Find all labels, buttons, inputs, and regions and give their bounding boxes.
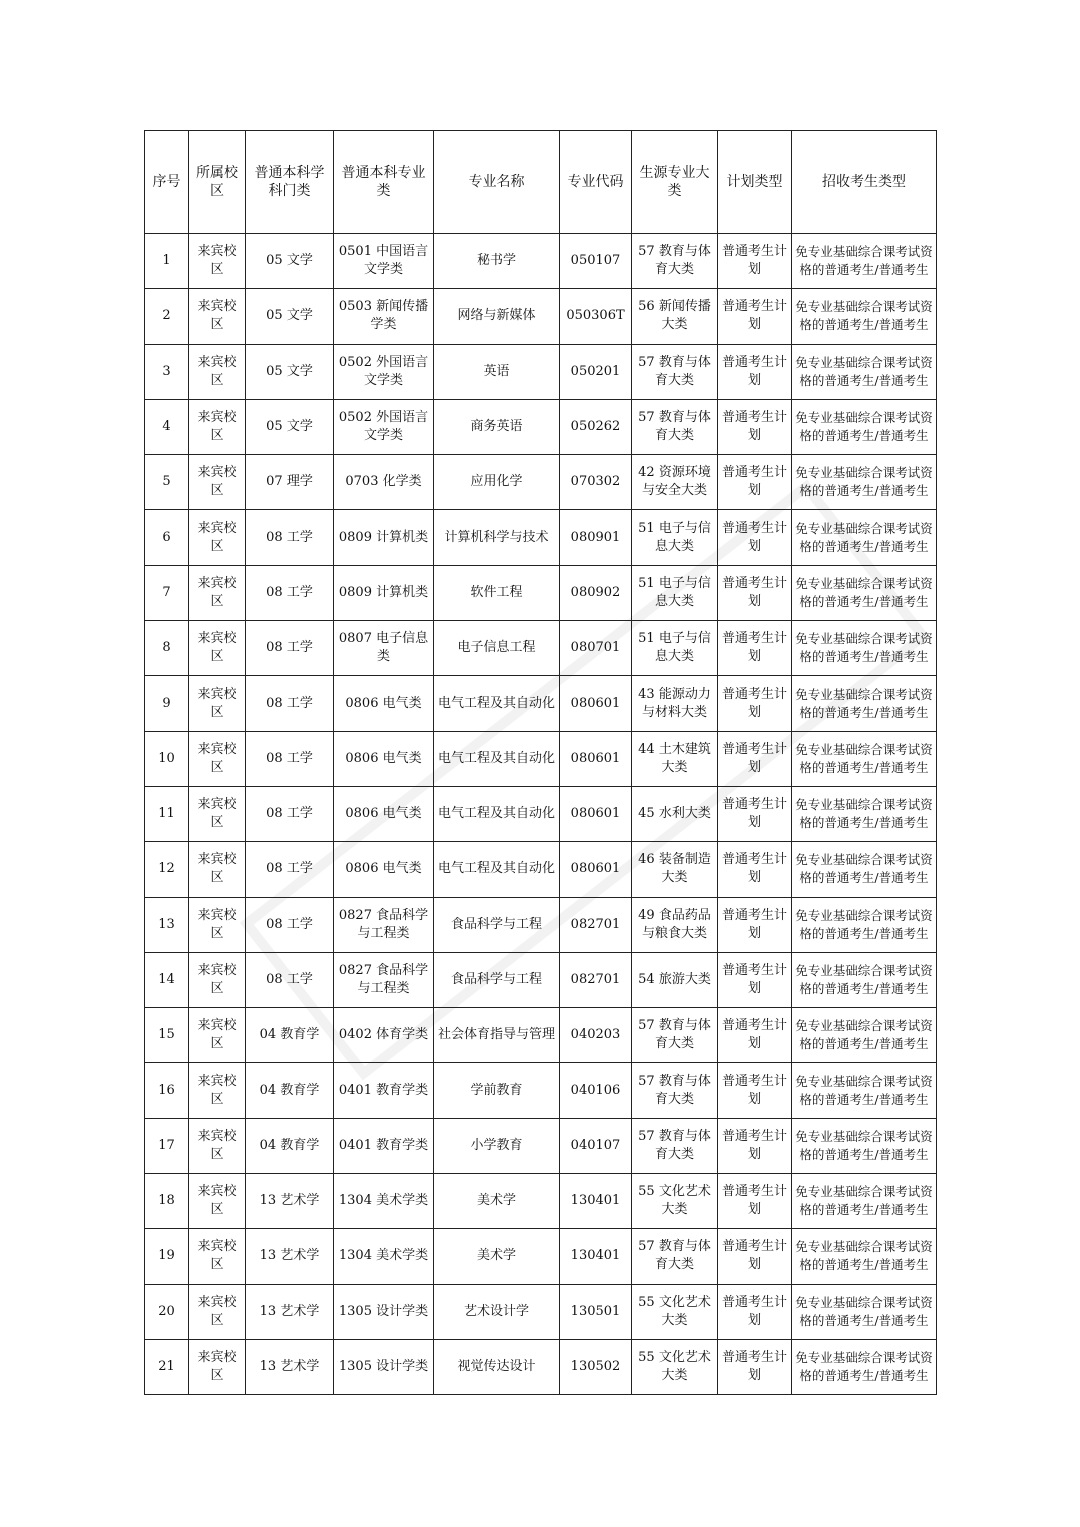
- cell-major-category: 0806 电气类: [334, 676, 434, 731]
- cell-major-name: 电气工程及其自动化: [434, 786, 560, 841]
- cell-major-name: 美术学: [434, 1229, 560, 1284]
- cell-source-category: 49 食品药品与粮食大类: [632, 897, 718, 952]
- cell-major-name: 网络与新媒体: [434, 289, 560, 344]
- cell-index: 9: [145, 676, 189, 731]
- cell-discipline: 13 艺术学: [246, 1229, 334, 1284]
- cell-major-name: 食品科学与工程: [434, 897, 560, 952]
- cell-discipline: 08 工学: [246, 731, 334, 786]
- cell-campus: 来宾校区: [189, 842, 246, 897]
- cell-candidate-type: 免专业基础综合课考试资格的普通考生/普通考生: [792, 731, 937, 786]
- cell-index: 7: [145, 565, 189, 620]
- cell-source-category: 57 教育与体育大类: [632, 1229, 718, 1284]
- table-header-row: [145, 131, 937, 234]
- cell-source-category: 57 教育与体育大类: [632, 1008, 718, 1063]
- cell-discipline: 05 文学: [246, 234, 334, 289]
- cell-major-code: 040203: [560, 1008, 632, 1063]
- table-row: [145, 1008, 937, 1063]
- cell-candidate-type: 免专业基础综合课考试资格的普通考生/普通考生: [792, 455, 937, 510]
- cell-source-category: 51 电子与信息大类: [632, 621, 718, 676]
- cell-index: 12: [145, 842, 189, 897]
- table-row: [145, 1284, 937, 1339]
- cell-plan-type: 普通考生计划: [718, 399, 792, 454]
- cell-plan-type: 普通考生计划: [718, 952, 792, 1007]
- cell-source-category: 57 教育与体育大类: [632, 399, 718, 454]
- cell-campus: 来宾校区: [189, 1229, 246, 1284]
- cell-source-category: 57 教育与体育大类: [632, 1118, 718, 1173]
- cell-index: 19: [145, 1229, 189, 1284]
- cell-candidate-type: 免专业基础综合课考试资格的普通考生/普通考生: [792, 1174, 937, 1229]
- cell-discipline: 04 教育学: [246, 1118, 334, 1173]
- cell-index: 17: [145, 1118, 189, 1173]
- header-candidate-type: 招收考生类型: [792, 131, 937, 234]
- cell-plan-type: 普通考生计划: [718, 234, 792, 289]
- cell-plan-type: 普通考生计划: [718, 786, 792, 841]
- cell-major-name: 电气工程及其自动化: [434, 676, 560, 731]
- cell-major-code: 050306T: [560, 289, 632, 344]
- cell-campus: 来宾校区: [189, 952, 246, 1007]
- cell-discipline: 08 工学: [246, 510, 334, 565]
- cell-source-category: 45 水利大类: [632, 786, 718, 841]
- table-row: [145, 621, 937, 676]
- cell-plan-type: 普通考生计划: [718, 1229, 792, 1284]
- cell-major-code: 130401: [560, 1229, 632, 1284]
- cell-source-category: 51 电子与信息大类: [632, 565, 718, 620]
- cell-candidate-type: 免专业基础综合课考试资格的普通考生/普通考生: [792, 842, 937, 897]
- cell-plan-type: 普通考生计划: [718, 510, 792, 565]
- cell-campus: 来宾校区: [189, 1118, 246, 1173]
- cell-source-category: 57 教育与体育大类: [632, 344, 718, 399]
- cell-plan-type: 普通考生计划: [718, 1063, 792, 1118]
- cell-candidate-type: 免专业基础综合课考试资格的普通考生/普通考生: [792, 1339, 937, 1394]
- cell-index: 8: [145, 621, 189, 676]
- cell-source-category: 54 旅游大类: [632, 952, 718, 1007]
- cell-index: 13: [145, 897, 189, 952]
- table-row: [145, 1063, 937, 1118]
- cell-major-code: 080901: [560, 510, 632, 565]
- cell-major-name: 艺术设计学: [434, 1284, 560, 1339]
- cell-plan-type: 普通考生计划: [718, 344, 792, 399]
- cell-campus: 来宾校区: [189, 897, 246, 952]
- cell-major-code: 082701: [560, 897, 632, 952]
- cell-campus: 来宾校区: [189, 676, 246, 731]
- cell-index: 16: [145, 1063, 189, 1118]
- cell-source-category: 57 教育与体育大类: [632, 234, 718, 289]
- cell-major-name: 商务英语: [434, 399, 560, 454]
- cell-discipline: 08 工学: [246, 952, 334, 1007]
- cell-major-category: 0806 电气类: [334, 731, 434, 786]
- cell-index: 3: [145, 344, 189, 399]
- cell-candidate-type: 免专业基础综合课考试资格的普通考生/普通考生: [792, 289, 937, 344]
- cell-major-category: 0806 电气类: [334, 842, 434, 897]
- cell-major-name: 应用化学: [434, 455, 560, 510]
- cell-candidate-type: 免专业基础综合课考试资格的普通考生/普通考生: [792, 621, 937, 676]
- cell-campus: 来宾校区: [189, 565, 246, 620]
- cell-discipline: 05 文学: [246, 399, 334, 454]
- cell-index: 18: [145, 1174, 189, 1229]
- cell-major-code: 080902: [560, 565, 632, 620]
- header-plan-type: 计划类型: [718, 131, 792, 234]
- cell-candidate-type: 免专业基础综合课考试资格的普通考生/普通考生: [792, 786, 937, 841]
- cell-major-category: 0809 计算机类: [334, 565, 434, 620]
- cell-campus: 来宾校区: [189, 455, 246, 510]
- cell-campus: 来宾校区: [189, 1284, 246, 1339]
- cell-major-code: 040107: [560, 1118, 632, 1173]
- cell-source-category: 46 装备制造大类: [632, 842, 718, 897]
- cell-discipline: 07 理学: [246, 455, 334, 510]
- cell-plan-type: 普通考生计划: [718, 1008, 792, 1063]
- cell-campus: 来宾校区: [189, 289, 246, 344]
- cell-major-name: 电气工程及其自动化: [434, 842, 560, 897]
- cell-major-name: 学前教育: [434, 1063, 560, 1118]
- cell-major-category: 0401 教育学类: [334, 1063, 434, 1118]
- cell-source-category: 42 资源环境与安全大类: [632, 455, 718, 510]
- table-row: [145, 344, 937, 399]
- cell-plan-type: 普通考生计划: [718, 1339, 792, 1394]
- cell-major-code: 082701: [560, 952, 632, 1007]
- cell-major-name: 秘书学: [434, 234, 560, 289]
- cell-major-code: 070302: [560, 455, 632, 510]
- cell-discipline: 13 艺术学: [246, 1339, 334, 1394]
- cell-candidate-type: 免专业基础综合课考试资格的普通考生/普通考生: [792, 1008, 937, 1063]
- cell-major-category: 0502 外国语言文学类: [334, 399, 434, 454]
- cell-major-code: 080601: [560, 731, 632, 786]
- table-row: [145, 842, 937, 897]
- cell-major-category: 0502 外国语言文学类: [334, 344, 434, 399]
- table-row: [145, 234, 937, 289]
- table-row: [145, 676, 937, 731]
- cell-source-category: 51 电子与信息大类: [632, 510, 718, 565]
- header-index: 序号: [145, 131, 189, 234]
- cell-candidate-type: 免专业基础综合课考试资格的普通考生/普通考生: [792, 510, 937, 565]
- cell-discipline: 05 文学: [246, 344, 334, 399]
- cell-candidate-type: 免专业基础综合课考试资格的普通考生/普通考生: [792, 952, 937, 1007]
- cell-major-name: 食品科学与工程: [434, 952, 560, 1007]
- cell-discipline: 04 教育学: [246, 1008, 334, 1063]
- cell-discipline: 05 文学: [246, 289, 334, 344]
- cell-major-category: 0703 化学类: [334, 455, 434, 510]
- cell-candidate-type: 免专业基础综合课考试资格的普通考生/普通考生: [792, 399, 937, 454]
- cell-major-code: 080601: [560, 786, 632, 841]
- cell-major-category: 1305 设计学类: [334, 1339, 434, 1394]
- cell-major-code: 080701: [560, 621, 632, 676]
- cell-major-code: 080601: [560, 676, 632, 731]
- cell-plan-type: 普通考生计划: [718, 897, 792, 952]
- cell-index: 11: [145, 786, 189, 841]
- cell-discipline: 08 工学: [246, 565, 334, 620]
- cell-candidate-type: 免专业基础综合课考试资格的普通考生/普通考生: [792, 344, 937, 399]
- cell-index: 20: [145, 1284, 189, 1339]
- cell-campus: 来宾校区: [189, 399, 246, 454]
- cell-major-code: 050107: [560, 234, 632, 289]
- table-row: [145, 289, 937, 344]
- cell-major-code: 130501: [560, 1284, 632, 1339]
- cell-index: 10: [145, 731, 189, 786]
- cell-discipline: 04 教育学: [246, 1063, 334, 1118]
- header-source-category: 生源专业大类: [632, 131, 718, 234]
- cell-major-category: 0809 计算机类: [334, 510, 434, 565]
- cell-major-code: 050262: [560, 399, 632, 454]
- cell-candidate-type: 免专业基础综合课考试资格的普通考生/普通考生: [792, 676, 937, 731]
- table-row: [145, 731, 937, 786]
- cell-source-category: 57 教育与体育大类: [632, 1063, 718, 1118]
- cell-major-name: 社会体育指导与管理: [434, 1008, 560, 1063]
- cell-index: 2: [145, 289, 189, 344]
- cell-plan-type: 普通考生计划: [718, 1118, 792, 1173]
- cell-candidate-type: 免专业基础综合课考试资格的普通考生/普通考生: [792, 565, 937, 620]
- cell-plan-type: 普通考生计划: [718, 565, 792, 620]
- cell-major-category: 0503 新闻传播学类: [334, 289, 434, 344]
- table-row: [145, 1339, 937, 1394]
- cell-campus: 来宾校区: [189, 1174, 246, 1229]
- header-campus: 所属校区: [189, 131, 246, 234]
- cell-major-name: 英语: [434, 344, 560, 399]
- cell-campus: 来宾校区: [189, 1339, 246, 1394]
- cell-major-code: 040106: [560, 1063, 632, 1118]
- cell-campus: 来宾校区: [189, 786, 246, 841]
- cell-major-category: 1305 设计学类: [334, 1284, 434, 1339]
- table-row: [145, 1118, 937, 1173]
- cell-index: 14: [145, 952, 189, 1007]
- cell-major-code: 130401: [560, 1174, 632, 1229]
- cell-source-category: 56 新闻传播大类: [632, 289, 718, 344]
- cell-major-category: 0827 食品科学与工程类: [334, 952, 434, 1007]
- table-row: [145, 952, 937, 1007]
- cell-source-category: 43 能源动力与材料大类: [632, 676, 718, 731]
- cell-major-category: 1304 美术学类: [334, 1229, 434, 1284]
- table-row: [145, 565, 937, 620]
- cell-discipline: 13 艺术学: [246, 1284, 334, 1339]
- cell-major-code: 080601: [560, 842, 632, 897]
- cell-plan-type: 普通考生计划: [718, 731, 792, 786]
- table-row: [145, 510, 937, 565]
- cell-campus: 来宾校区: [189, 731, 246, 786]
- cell-index: 15: [145, 1008, 189, 1063]
- header-major-code: 专业代码: [560, 131, 632, 234]
- cell-campus: 来宾校区: [189, 1063, 246, 1118]
- cell-candidate-type: 免专业基础综合课考试资格的普通考生/普通考生: [792, 1284, 937, 1339]
- table-row: [145, 1174, 937, 1229]
- table-row: [145, 455, 937, 510]
- cell-campus: 来宾校区: [189, 510, 246, 565]
- cell-index: 6: [145, 510, 189, 565]
- cell-major-category: 0827 食品科学与工程类: [334, 897, 434, 952]
- cell-major-category: 0501 中国语言文学类: [334, 234, 434, 289]
- cell-candidate-type: 免专业基础综合课考试资格的普通考生/普通考生: [792, 897, 937, 952]
- cell-campus: 来宾校区: [189, 1008, 246, 1063]
- cell-discipline: 08 工学: [246, 786, 334, 841]
- cell-discipline: 08 工学: [246, 676, 334, 731]
- cell-discipline: 08 工学: [246, 842, 334, 897]
- cell-candidate-type: 免专业基础综合课考试资格的普通考生/普通考生: [792, 1063, 937, 1118]
- cell-index: 1: [145, 234, 189, 289]
- cell-candidate-type: 免专业基础综合课考试资格的普通考生/普通考生: [792, 234, 937, 289]
- cell-plan-type: 普通考生计划: [718, 676, 792, 731]
- cell-major-name: 电气工程及其自动化: [434, 731, 560, 786]
- enrollment-table: [144, 130, 937, 1395]
- cell-discipline: 08 工学: [246, 621, 334, 676]
- cell-major-category: 0806 电气类: [334, 786, 434, 841]
- cell-major-category: 0807 电子信息类: [334, 621, 434, 676]
- cell-index: 4: [145, 399, 189, 454]
- cell-plan-type: 普通考生计划: [718, 1284, 792, 1339]
- cell-major-name: 电子信息工程: [434, 621, 560, 676]
- cell-plan-type: 普通考生计划: [718, 1174, 792, 1229]
- cell-source-category: 55 文化艺术大类: [632, 1174, 718, 1229]
- cell-plan-type: 普通考生计划: [718, 289, 792, 344]
- cell-discipline: 08 工学: [246, 897, 334, 952]
- header-major-category: 普通本科专业类: [334, 131, 434, 234]
- cell-plan-type: 普通考生计划: [718, 455, 792, 510]
- cell-plan-type: 普通考生计划: [718, 621, 792, 676]
- cell-index: 21: [145, 1339, 189, 1394]
- cell-candidate-type: 免专业基础综合课考试资格的普通考生/普通考生: [792, 1118, 937, 1173]
- table-row: [145, 399, 937, 454]
- cell-source-category: 55 文化艺术大类: [632, 1284, 718, 1339]
- cell-major-name: 美术学: [434, 1174, 560, 1229]
- cell-major-name: 计算机科学与技术: [434, 510, 560, 565]
- cell-source-category: 55 文化艺术大类: [632, 1339, 718, 1394]
- cell-index: 5: [145, 455, 189, 510]
- table-row: [145, 786, 937, 841]
- table-row: [145, 897, 937, 952]
- table-row: [145, 1229, 937, 1284]
- cell-major-code: 050201: [560, 344, 632, 399]
- cell-major-code: 130502: [560, 1339, 632, 1394]
- cell-candidate-type: 免专业基础综合课考试资格的普通考生/普通考生: [792, 1229, 937, 1284]
- cell-plan-type: 普通考生计划: [718, 842, 792, 897]
- cell-major-name: 小学教育: [434, 1118, 560, 1173]
- cell-campus: 来宾校区: [189, 234, 246, 289]
- cell-major-category: 0402 体育学类: [334, 1008, 434, 1063]
- table-body: [145, 234, 937, 1395]
- cell-major-category: 1304 美术学类: [334, 1174, 434, 1229]
- cell-campus: 来宾校区: [189, 621, 246, 676]
- cell-major-name: 视觉传达设计: [434, 1339, 560, 1394]
- header-discipline: 普通本科学科门类: [246, 131, 334, 234]
- cell-source-category: 44 土木建筑大类: [632, 731, 718, 786]
- cell-discipline: 13 艺术学: [246, 1174, 334, 1229]
- header-major-name: 专业名称: [434, 131, 560, 234]
- cell-major-category: 0401 教育学类: [334, 1118, 434, 1173]
- cell-campus: 来宾校区: [189, 344, 246, 399]
- cell-major-name: 软件工程: [434, 565, 560, 620]
